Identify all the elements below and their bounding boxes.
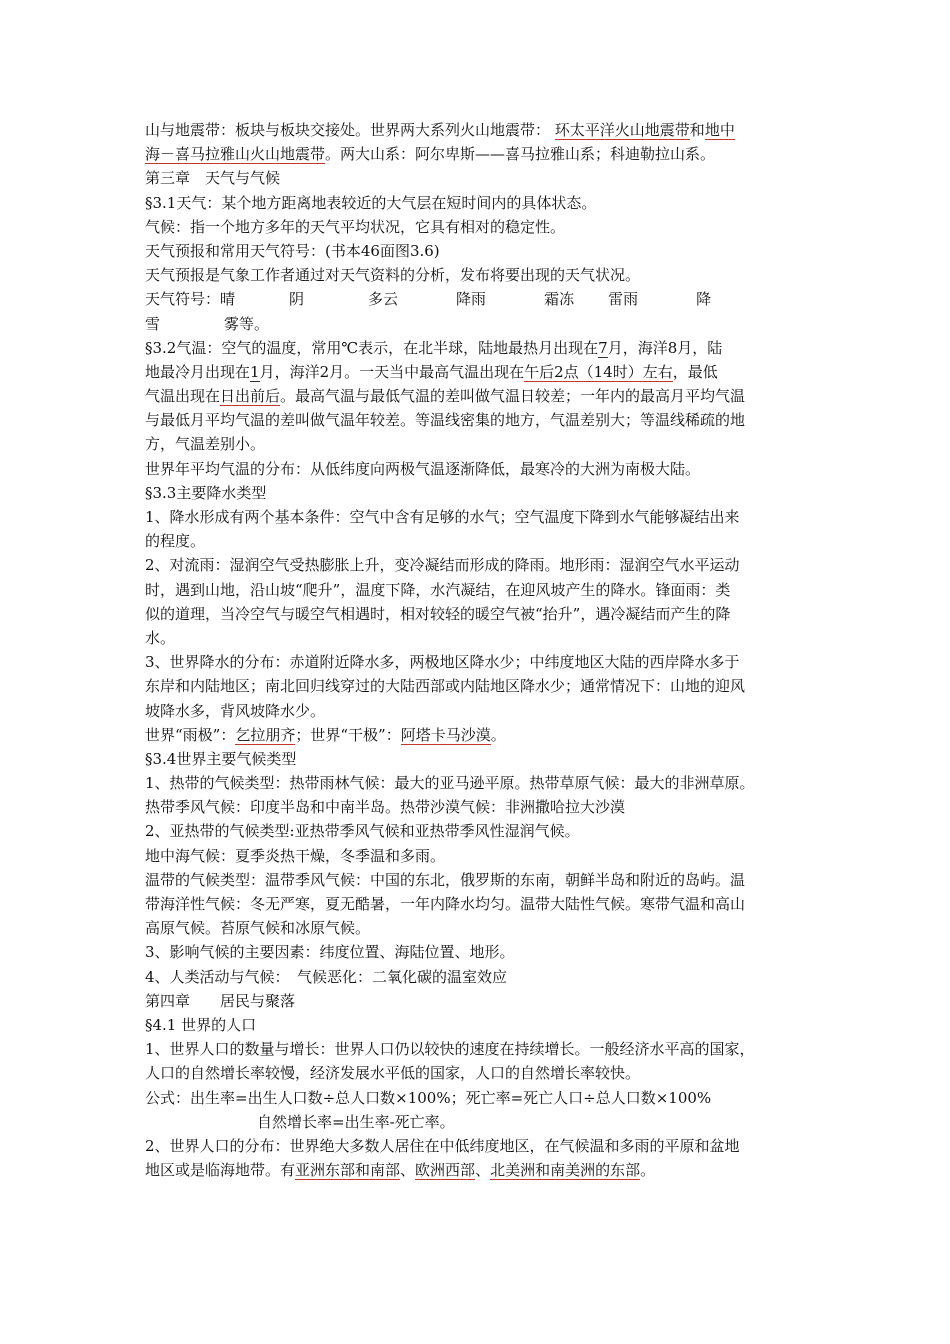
text: 。 [640, 1161, 656, 1180]
section-heading [145, 747, 825, 771]
text-line [145, 965, 825, 989]
text: 气候：指一个地方多年的天气平均状况，它具有相对的稳定性。 [145, 217, 566, 236]
text-line [145, 699, 825, 723]
section-heading [145, 1013, 825, 1037]
text-line [145, 916, 825, 940]
section-heading [145, 481, 825, 505]
text: 。最高气温与最低气温的差叫做气温日较差；一年内的最高月平均气温 [280, 387, 746, 406]
text: 2、世界人口的分布：世界绝大多数人居住在中低纬度地区，在气候温和多雨的平原和盆地 [145, 1136, 740, 1155]
text-line [145, 239, 825, 263]
text-line [145, 191, 825, 215]
text-line [145, 529, 825, 553]
underlined-term: 环太平洋火山地震带 [554, 121, 690, 139]
text-line [145, 819, 825, 843]
text: 世界“雨极”： [145, 725, 236, 744]
text-line [145, 408, 825, 432]
chapter-heading [145, 989, 825, 1013]
text: §3.1天气：某个地方距离地表较近的大气层在短时间内的具体状态。 [145, 193, 597, 212]
text: 坡降水多，背风坡降水少。 [145, 701, 326, 720]
text: 地中海气候：夏季炎热干燥，冬季温和多雨。 [145, 846, 446, 865]
text-line [145, 795, 825, 819]
text: 公式：出生率=出生人口数÷总人口数×100%；死亡率=死亡人口÷总人口数×100% [145, 1088, 712, 1107]
text: 、 [400, 1161, 416, 1180]
text-line [145, 771, 825, 795]
text: 1、热带的气候类型：热带雨林气候：最大的亚马逊平原。热带草原气候：最大的非洲草原。 [145, 774, 755, 793]
text: 3、世界降水的分布：赤道附近降水多，两极地区降水少；中纬度地区大陆的西岸降水多于 [145, 653, 740, 672]
text: 天气预报和常用天气符号：(书本46面图3.6) [145, 241, 440, 260]
text: 降 [696, 290, 712, 309]
text: 2、亚热带的气候类型:亚热带季风气候和亚热带季风性湿润气候。 [145, 822, 580, 841]
text: 月，海洋8月，陆 [607, 338, 723, 357]
text-line [145, 1158, 825, 1182]
formula-line [145, 1086, 825, 1110]
text-line [145, 553, 825, 577]
text: 第三章 天气与气候 [145, 169, 281, 188]
text-line [145, 360, 825, 384]
text-line [145, 723, 825, 747]
text: §3.2气温：空气的温度，常用℃表示，在北半球，陆地最热月出现在 [145, 338, 599, 357]
text: 。 [490, 725, 506, 744]
underlined-term: 日出前后 [220, 387, 281, 406]
text-line [145, 868, 825, 892]
text: 方，气温差别小。 [145, 435, 266, 454]
underlined-term: 午后2点（14时）左右 [524, 362, 673, 381]
text: 山与地震带：板块与板块交接处。世界两大系列火山地震带： [145, 121, 555, 139]
text-line [145, 384, 825, 408]
text: 1、降水形成有两个基本条件：空气中含有足够的水气；空气温度下降到水气能够凝结出来 [145, 508, 740, 526]
underlined-term: 海－喜马拉雅山火山地震带 [145, 145, 326, 164]
underlined-term: 地中 [704, 121, 735, 139]
chapter-heading [145, 166, 825, 190]
text: 多云 [368, 290, 399, 309]
text-line [145, 118, 825, 142]
text: 3、影响气候的主要因素：纬度位置、海陆位置、地形。 [145, 943, 515, 962]
formula-line [145, 1110, 825, 1134]
text: 天气预报是气象工作者通过对天气资料的分析，发布将要出现的天气状况。 [145, 266, 641, 285]
text: 地最冷月出现在 [145, 362, 251, 381]
text: 月，海洋2月。一天当中最高气温出现在 [259, 362, 525, 381]
text-line [145, 602, 825, 626]
text: 雪 [145, 314, 161, 333]
text-line [145, 1037, 825, 1061]
underlined-term: 7 [598, 338, 608, 357]
text: 人口的自然增长率较慢，经济发展水平低的国家，人口的自然增长率较快。 [145, 1064, 641, 1083]
text-line [145, 505, 825, 529]
underlined-term: 北美洲和南美洲的东部 [490, 1161, 641, 1180]
text: 阴 [289, 290, 305, 309]
text-line [145, 844, 825, 868]
text: 降雨 [456, 290, 487, 309]
text-line [145, 1134, 825, 1158]
text: 和 [689, 121, 705, 139]
text: 雾等。 [224, 314, 270, 333]
text: 气温出现在 [145, 387, 221, 406]
text: 第四章 居民与聚落 [145, 991, 296, 1010]
text: 温带的气候类型：温带季风气候：中国的东北，俄罗斯的东南，朝鲜半岛和附近的岛屿。温 [145, 870, 746, 889]
text: 、 [475, 1161, 491, 1180]
text: ，最低 [672, 362, 718, 381]
text: 自然增长率=出生率-死亡率。 [257, 1112, 455, 1131]
text-line [145, 457, 825, 481]
text-line [145, 650, 825, 674]
text-line [145, 892, 825, 916]
text-line [145, 674, 825, 698]
text: 似的道理，当冷空气与暖空气相遇时，相对较轻的暖空气被“抬升”，遇冷凝结而产生的降 [145, 604, 731, 623]
underlined-term: 阿塔卡马沙漠 [400, 725, 491, 744]
text: §3.4世界主要气候类型 [145, 749, 297, 768]
text: 雷雨 [608, 290, 639, 309]
text: 水。 [145, 628, 176, 647]
text: 世界年平均气温的分布：从低纬度向两极气温逐渐降低，最寒冷的大洲为南极大陆。 [145, 459, 701, 478]
text-line [145, 1061, 825, 1085]
text: ；世界“干极”： [295, 725, 401, 744]
underlined-term: 1 [250, 362, 260, 381]
underlined-term: 欧洲西部 [415, 1161, 476, 1180]
text: 4、人类活动与气候： 气候恶化：二氧化碳的温室效应 [145, 967, 508, 986]
text: 与最低月平均气温的差叫做气温年较差。等温线密集的地方，气温差别大；等温线稀疏的地 [145, 411, 746, 430]
text-line [145, 336, 825, 360]
text-line [145, 578, 825, 602]
text: 时，遇到山地，沿山坡“爬升”，温度下降，水汽凝结，在迎风坡产生的降水。锋面雨：类 [145, 580, 731, 599]
text-line [145, 142, 825, 166]
text: 带海洋性气候：冬无严寒，夏无酷暑，一年内降水均匀。温带大陆性气候。寒带气温和高山 [145, 895, 746, 913]
text: §3.3主要降水类型 [145, 483, 267, 502]
text-line [145, 215, 825, 239]
text-line [145, 263, 825, 287]
text: 地区或是临海地带。有 [145, 1161, 296, 1180]
document-page [145, 118, 825, 1182]
text: 东岸和内陆地区；南北回归线穿过的大陆西部或内陆地区降水少；通常情况下：山地的迎风 [145, 677, 746, 696]
text: 2、对流雨：湿润空气受热膨胀上升，变冷凝结而形成的降雨。地形雨：湿润空气水平运动 [145, 556, 740, 575]
text-line [145, 312, 825, 336]
weather-symbols-line [145, 287, 825, 311]
underlined-term: 亚洲东部和南部 [295, 1161, 401, 1180]
text: 高原气候。苔原气候和冰原气候。 [145, 919, 371, 938]
text: 。两大山系：阿尔卑斯——喜马拉雅山系；科迪勒拉山系。 [325, 145, 716, 164]
text-line [145, 432, 825, 456]
text-line [145, 626, 825, 650]
text: 的程度。 [145, 532, 206, 551]
text-line [145, 940, 825, 964]
text: 热带季风气候：印度半岛和中南半岛。热带沙漠气候：非洲撒哈拉大沙漠 [145, 798, 626, 817]
text: 天气符号：晴 [145, 290, 236, 309]
text: 1、世界人口的数量与增长：世界人口仍以较快的速度在持续增长。一般经济水平高的国家， [145, 1040, 755, 1059]
text: §4.1 世界的人口 [145, 1015, 257, 1034]
underlined-term: 乞拉朋齐 [235, 725, 296, 744]
text: 霜冻 [544, 290, 575, 309]
